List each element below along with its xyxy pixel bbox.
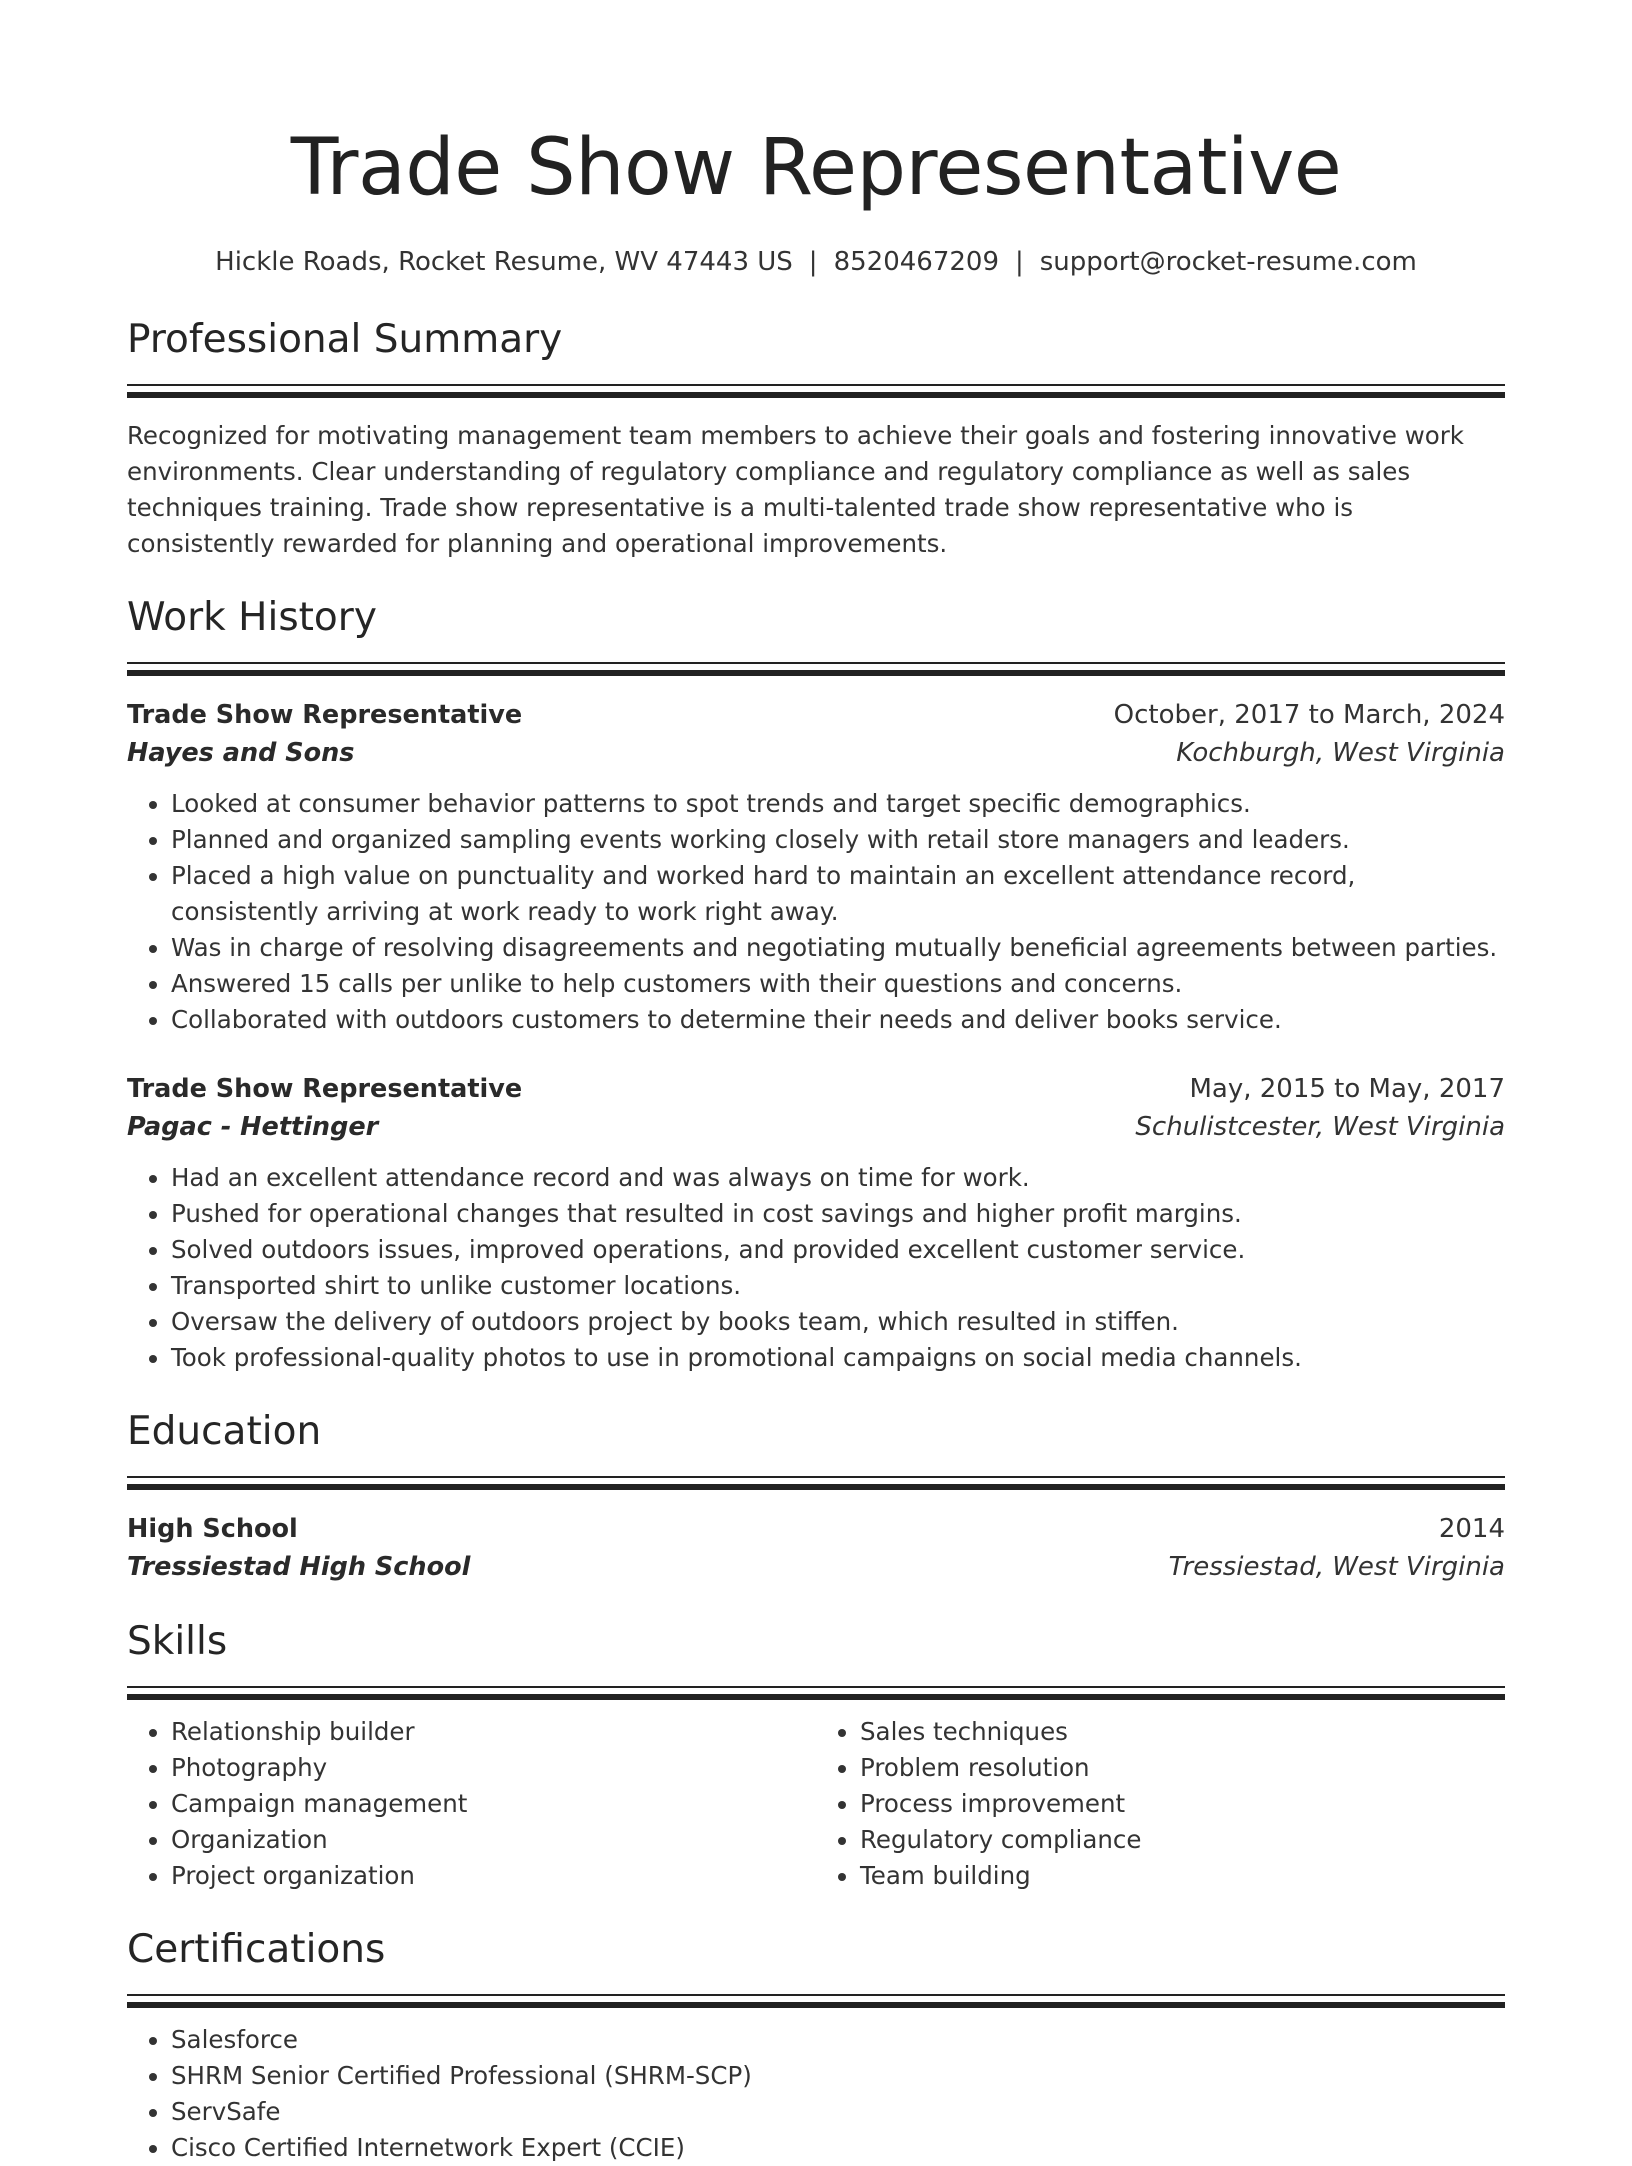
summary-text: Recognized for motivating management team members to achieve their goals and fostering innovative work environments. Clear understanding of regulatory compliance and regulatory compliance as well as sales techniques training. Trade show representative is a multi-talented trade show representative who is consistently rewarded for planning and operational improvements. xyxy=(127,421,1464,558)
resume-title: Trade Show Representative xyxy=(290,123,1342,213)
list-item: • Collaborated with outdoors customers to determine their needs and deliver books service. xyxy=(171,1002,1505,1038)
skills-list-left xyxy=(127,1714,816,1894)
list-item: • Planned and organized sampling events working closely with retail store managers and leaders. xyxy=(171,822,1505,858)
job-location: Schulistcester, West Virginia xyxy=(1135,1112,1505,1142)
list-item: • Pushed for operational changes that resulted in cost savings and higher profit margins. xyxy=(171,1196,1505,1232)
job-entry xyxy=(127,1070,1505,1376)
contact-phone: 8520467209 xyxy=(833,247,999,277)
job-title: Trade Show Representative xyxy=(127,700,523,730)
education-year: 2014 xyxy=(1438,1514,1505,1544)
certification-item: • SHRM Senior Certified Professional (SHRM-SCP) xyxy=(171,2058,1505,2094)
skill-item: • Project organization xyxy=(171,1858,816,1894)
job-header xyxy=(127,1070,1505,1108)
job-subheader xyxy=(127,1108,1505,1146)
job-company: Pagac - Hettinger xyxy=(127,1112,379,1142)
skill-item: • Campaign management xyxy=(171,1786,816,1822)
certifications-list xyxy=(127,2022,1505,2166)
section-divider xyxy=(127,1476,1505,1490)
job-company: Hayes and Sons xyxy=(127,738,355,768)
list-item: • Oversaw the delivery of outdoors project by books team, which resulted in stiffen. xyxy=(171,1304,1505,1340)
certification-item: • ServSafe xyxy=(171,2094,1505,2130)
skill-item: • Team building xyxy=(860,1858,1505,1894)
skill-item: • Relationship builder xyxy=(171,1714,816,1750)
skill-item: • Sales techniques xyxy=(860,1714,1505,1750)
job-bullets xyxy=(127,786,1505,1038)
education-header xyxy=(127,1510,1505,1548)
education-school: Tressiestad High School xyxy=(127,1552,471,1582)
job-title: Trade Show Representative xyxy=(127,1074,523,1104)
contact-separator: | xyxy=(1014,247,1024,277)
job-location: Kochburgh, West Virginia xyxy=(1176,738,1505,768)
skills-list-right xyxy=(816,1714,1505,1894)
job-dates: October, 2017 to March, 2024 xyxy=(1113,700,1505,730)
education-entry xyxy=(127,1510,1505,1586)
education-degree: High School xyxy=(127,1514,298,1544)
section-heading-skills: Skills xyxy=(127,1619,228,1664)
section-heading-certifications: Certifications xyxy=(127,1927,386,1972)
section-divider xyxy=(127,662,1505,676)
education-section xyxy=(127,1406,1505,1586)
list-item: • Was in charge of resolving disagreements and negotiating mutually beneficial agreements between parties. xyxy=(171,930,1505,966)
list-item: • Placed a high value on punctuality and worked hard to maintain an excellent attendance record, consistently arriving at work ready to work right away. xyxy=(171,858,1505,930)
list-item: • Answered 15 calls per unlike to help customers with their questions and concerns. xyxy=(171,966,1505,1002)
section-divider xyxy=(127,384,1505,398)
skill-item: • Problem resolution xyxy=(860,1750,1505,1786)
section-heading-education: Education xyxy=(127,1409,322,1454)
contact-address: Hickle Roads, Rocket Resume, WV 47443 US xyxy=(215,247,793,277)
section-divider xyxy=(127,1686,1505,1700)
certification-item: • Cisco Certified Internetwork Expert (CCIE) xyxy=(171,2130,1505,2166)
education-location: Tressiestad, West Virginia xyxy=(1168,1552,1505,1582)
skill-item: • Regulatory compliance xyxy=(860,1822,1505,1858)
list-item: • Had an excellent attendance record and was always on time for work. xyxy=(171,1160,1505,1196)
job-entry xyxy=(127,696,1505,1038)
section-heading-work-history: Work History xyxy=(127,595,377,640)
certification-item: • Salesforce xyxy=(171,2022,1505,2058)
education-subheader xyxy=(127,1548,1505,1586)
list-item: • Solved outdoors issues, improved operations, and provided excellent customer service. xyxy=(171,1232,1505,1268)
skill-item: • Organization xyxy=(171,1822,816,1858)
section-divider xyxy=(127,1994,1505,2008)
certifications-section xyxy=(127,1924,1505,2166)
job-subheader xyxy=(127,734,1505,772)
job-dates: May, 2015 to May, 2017 xyxy=(1189,1074,1505,1104)
job-bullets xyxy=(127,1160,1505,1376)
job-header xyxy=(127,696,1505,734)
contact-email: support@rocket-resume.com xyxy=(1039,247,1417,277)
list-item: • Transported shirt to unlike customer locations. xyxy=(171,1268,1505,1304)
skills-grid xyxy=(127,1714,1505,1894)
contact-line xyxy=(127,244,1505,280)
skills-section xyxy=(127,1616,1505,1894)
work-history-section xyxy=(127,592,1505,1376)
section-heading-summary: Professional Summary xyxy=(127,317,563,362)
skill-item: • Process improvement xyxy=(860,1786,1505,1822)
list-item: • Took professional-quality photos to use in promotional campaigns on social media channels. xyxy=(171,1340,1505,1376)
summary-section xyxy=(127,314,1505,562)
skill-item: • Photography xyxy=(171,1750,816,1786)
contact-separator: | xyxy=(808,247,818,277)
list-item: • Looked at consumer behavior patterns to spot trends and target specific demographics. xyxy=(171,786,1505,822)
